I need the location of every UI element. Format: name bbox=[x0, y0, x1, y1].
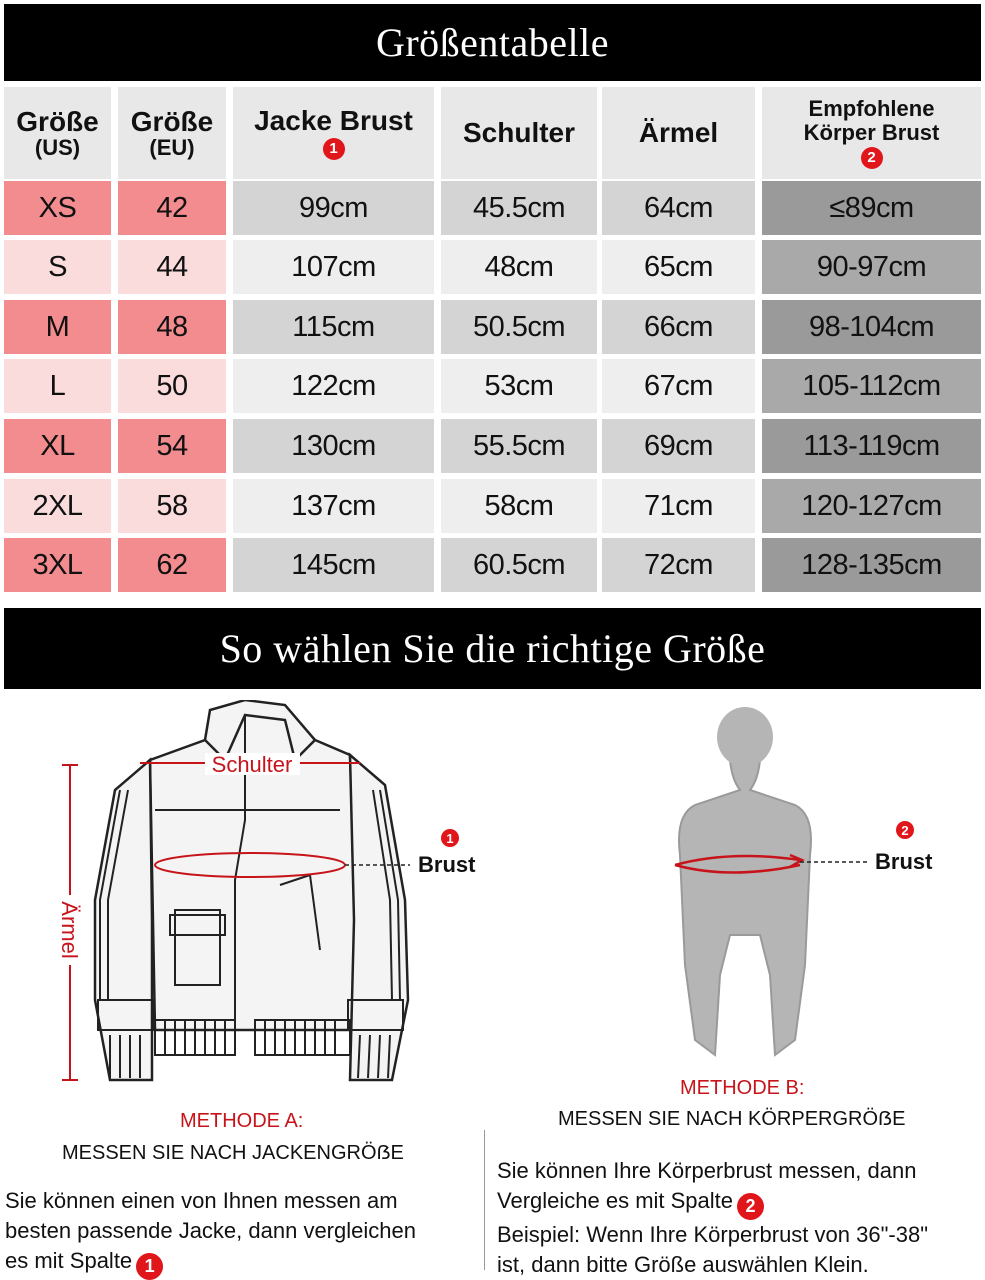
column-divider bbox=[484, 1130, 485, 1270]
cell-shoulder: 45.5cm bbox=[441, 181, 597, 235]
cell-body-chest: 105-112cm bbox=[762, 359, 981, 413]
cell-shoulder: 48cm bbox=[441, 240, 597, 294]
cell-sleeve: 65cm bbox=[602, 240, 755, 294]
cell-body-chest: 98-104cm bbox=[762, 300, 981, 354]
cell-shoulder: 53cm bbox=[441, 359, 597, 413]
cell-size-us: 3XL bbox=[4, 538, 111, 592]
cell-body-chest: ≤89cm bbox=[762, 181, 981, 235]
shoulder-label: Schulter bbox=[211, 752, 293, 777]
size-chart-title-banner bbox=[4, 4, 981, 81]
header-sleeve: Ärmel bbox=[602, 87, 755, 179]
cell-size-us: 2XL bbox=[4, 479, 111, 533]
cell-sleeve: 72cm bbox=[602, 538, 755, 592]
header-size-eu: Größe (EU) bbox=[118, 87, 226, 179]
cell-sleeve: 69cm bbox=[602, 419, 755, 473]
body-diagram bbox=[620, 705, 950, 1075]
method-a-subtitle: MESSEN SIE NACH JACKENGRÖẞE bbox=[62, 1142, 404, 1164]
cell-jacket-chest: 130cm bbox=[233, 419, 434, 473]
method-b-title: METHODE B: bbox=[680, 1077, 805, 1099]
cell-body-chest: 120-127cm bbox=[762, 479, 981, 533]
sleeve-label: Ärmel bbox=[57, 901, 82, 959]
method-b-text: Sie können Ihre Körperbrust messen, dann Vergleiche es mit Spalte 2 Beispiel: Wenn Ihre Körperbrust von 36"-38" ist, dann bitte Größe auswählen Klein. bbox=[497, 1158, 928, 1277]
cell-shoulder: 50.5cm bbox=[441, 300, 597, 354]
how-to-choose-title: So wählen Sie die richtige Größe bbox=[219, 626, 766, 671]
method-a-text: Sie können einen von Ihnen messen am besten passende Jacke, dann vergleichen es mit Spalte 1 bbox=[5, 1186, 480, 1280]
cell-jacket-chest: 115cm bbox=[233, 300, 434, 354]
cell-sleeve: 66cm bbox=[602, 300, 755, 354]
cell-size-eu: 44 bbox=[118, 240, 226, 294]
cell-size-eu: 50 bbox=[118, 359, 226, 413]
cell-sleeve: 71cm bbox=[602, 479, 755, 533]
body-chest-label: Brust bbox=[875, 849, 933, 874]
cell-size-us: L bbox=[4, 359, 111, 413]
method-a-badge: 1 bbox=[136, 1253, 163, 1280]
column-2-badge: 2 bbox=[861, 147, 883, 169]
method-a-title: METHODE A: bbox=[180, 1110, 304, 1132]
cell-size-eu: 58 bbox=[118, 479, 226, 533]
column-1-badge: 1 bbox=[323, 138, 345, 160]
cell-body-chest: 90-97cm bbox=[762, 240, 981, 294]
header-jacket-chest: Jacke Brust 1 bbox=[233, 87, 434, 179]
cell-size-us: XL bbox=[4, 419, 111, 473]
cell-shoulder: 55.5cm bbox=[441, 419, 597, 473]
jacket-diagram bbox=[40, 700, 490, 1100]
cell-jacket-chest: 99cm bbox=[233, 181, 434, 235]
header-size-us: Größe (US) bbox=[4, 87, 111, 179]
cell-size-us: M bbox=[4, 300, 111, 354]
cell-shoulder: 58cm bbox=[441, 479, 597, 533]
cell-sleeve: 67cm bbox=[602, 359, 755, 413]
cell-jacket-chest: 137cm bbox=[233, 479, 434, 533]
jacket-badge: 1 bbox=[446, 831, 454, 846]
cell-jacket-chest: 122cm bbox=[233, 359, 434, 413]
size-chart-title: Größentabelle bbox=[375, 20, 610, 65]
cell-shoulder: 60.5cm bbox=[441, 538, 597, 592]
cell-jacket-chest: 107cm bbox=[233, 240, 434, 294]
method-b-subtitle: MESSEN SIE NACH KÖRPERGRÖẞE bbox=[558, 1108, 906, 1130]
cell-size-eu: 42 bbox=[118, 181, 226, 235]
cell-sleeve: 64cm bbox=[602, 181, 755, 235]
cell-body-chest: 113-119cm bbox=[762, 419, 981, 473]
cell-size-us: S bbox=[4, 240, 111, 294]
method-b-badge: 2 bbox=[737, 1193, 764, 1220]
size-table bbox=[4, 87, 981, 595]
jacket-chest-label: Brust bbox=[418, 852, 476, 877]
how-to-choose-banner bbox=[4, 608, 981, 689]
cell-body-chest: 128-135cm bbox=[762, 538, 981, 592]
header-shoulder: Schulter bbox=[441, 87, 597, 179]
cell-size-eu: 48 bbox=[118, 300, 226, 354]
cell-jacket-chest: 145cm bbox=[233, 538, 434, 592]
cell-size-eu: 62 bbox=[118, 538, 226, 592]
body-badge: 2 bbox=[901, 823, 909, 838]
header-body-chest: Empfohlene Körper Brust 2 bbox=[762, 87, 981, 179]
cell-size-us: XS bbox=[4, 181, 111, 235]
cell-size-eu: 54 bbox=[118, 419, 226, 473]
